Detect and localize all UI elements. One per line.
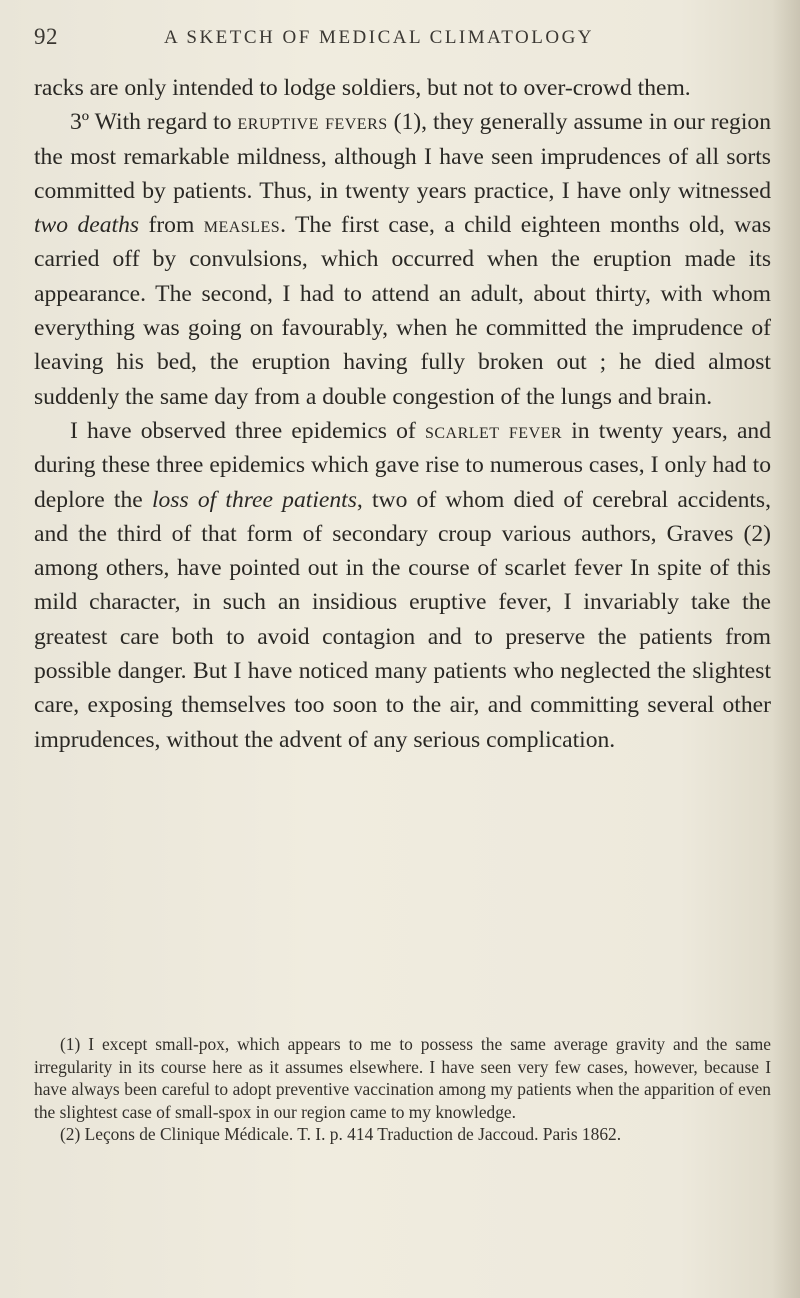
footnote-2: (2) Leçons de Clinique Médicale. T. I. p. 414 Traduction de Jaccoud. Paris 1862.: [60, 1124, 622, 1145]
paragraph-continuation: racks are only intended to lodge soldiers, but not to over-crowd them.: [34, 75, 691, 101]
running-head: [34, 24, 724, 54]
paragraph-scarlet-fever: I have observed three epidemics of scarlet fever in twenty years, and during these three epidemics which gave rise to numerous cases, I only had to deplore the loss of three patients, two of whom died of cerebral accidents, and the third of that form of secondary croup various authors, Graves (2) among others, have pointed out in the course of scarlet fever In spite of this mild character, in such an insidious eruptive fever, I invariably take the greatest care both to avoid contagion and to preserve the patients from possible danger. But I have noticed many patients who neglected the slightest care, exposing themselves too soon to the air, and committing several other imprudences, without the advent of any serious complication.: [34, 417, 772, 753]
footnote-1: (1) I except small-pox, which appears to me to possess the same average gravity and the same irregularity in its course here as it assumes elsewhere. I have seen very few cases, however, because I have always been careful to adopt preventive vaccination among my patients when the apparition of even the slightest case of small-spox in our region came to my knowledge.: [34, 1034, 771, 1122]
page-number: 92: [34, 24, 58, 49]
footnotes: [34, 1033, 771, 1146]
paragraph-eruptive-fevers: 3º With regard to eruptive fevers (1), they generally assume in our region the most remarkable mildness, although I have seen imprudences of all sorts committed by patients. Thus, in twenty years practice, I have only witnessed two deaths from measles. The first case, a child eighteen months old, was carried off by convulsions, which occurred when the eruption made its appearance. The second, I had to attend an adult, about thirty, with whom everything was going on favourably, when he committed the imprudence of leaving his bed, the eruption having fully broken out ; he died almost suddenly the same day from a double congestion of the lungs and brain.: [34, 109, 771, 410]
running-title: A SKETCH OF MEDICAL CLIMATOLOGY: [163, 27, 595, 48]
body-text: [34, 71, 771, 757]
small-caps-measles: measles: [203, 212, 281, 238]
italic-loss-of-three-patients: loss of three patients: [151, 486, 357, 513]
page-edge-shadow: [772, 0, 800, 1298]
small-caps-scarlet-fever: scarlet fever: [424, 417, 563, 443]
small-caps-eruptive-fevers: eruptive fevers: [237, 109, 388, 135]
italic-two-deaths: two deaths: [34, 212, 140, 239]
